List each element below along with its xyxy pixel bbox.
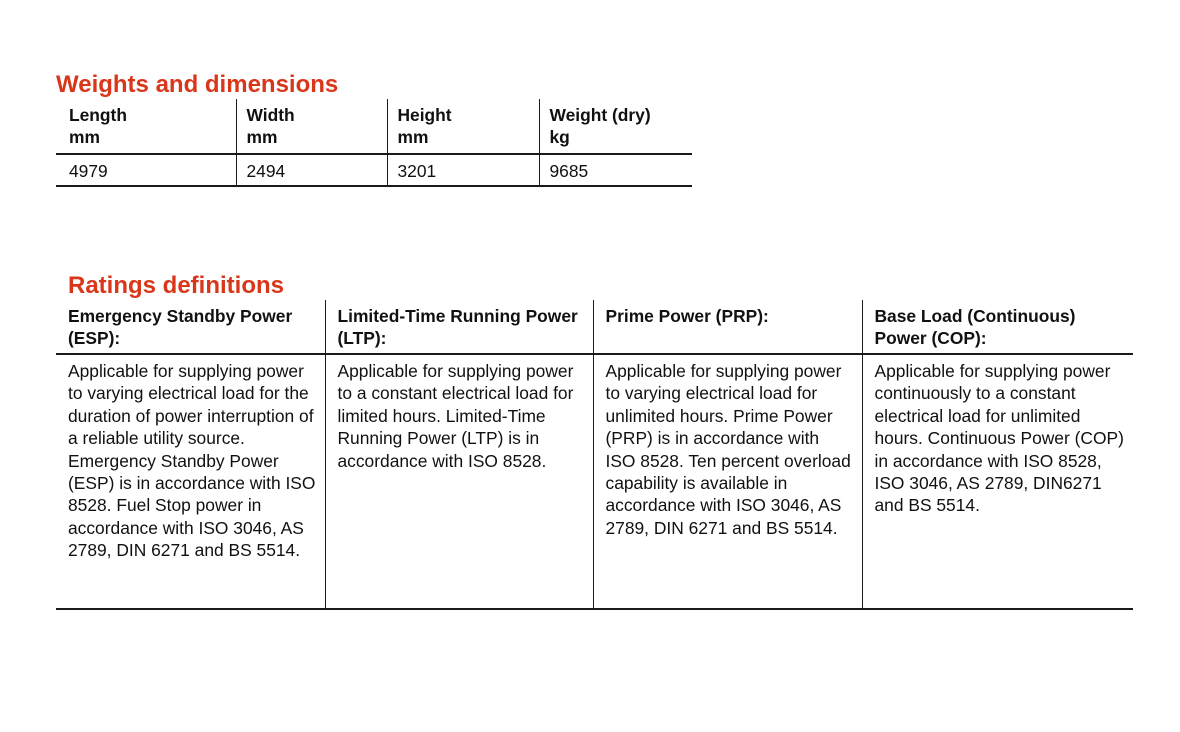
ratings-definitions-table [56, 300, 1133, 610]
column-header-cop: Base Load (Continuous) Power (COP): [862, 300, 1133, 354]
column-header-weight-dry: Weight (dry) kg [539, 99, 692, 154]
height-value: 3201 [387, 154, 539, 186]
weights-dimensions-table [56, 99, 692, 187]
table-row [56, 354, 1133, 609]
width-value: 2494 [236, 154, 387, 186]
table-header-row [56, 300, 1133, 354]
definition-prp: Applicable for supplying power to varying electrical load for unlimited hours. Prime Power (PRP) is in accordance with ISO 8528. Ten percent overload capability is available in accordance with ISO 3046, AS 2789, DIN 6271 and BS 5514. [593, 354, 862, 609]
column-header-width: Width mm [236, 99, 387, 154]
definition-ltp: Applicable for supplying power to a constant electrical load for limited hours. Limited-Time Running Power (LTP) is in accordance with ISO 8528. [325, 354, 593, 609]
definition-esp: Applicable for supplying power to varying electrical load for the duration of power interruption of a reliable utility source. Emergency Standby Power (ESP) is in accordance with ISO 8528. Fuel Stop power in accordance with ISO 3046, AS 2789, DIN 6271 and BS 5514. [56, 354, 325, 609]
column-header-esp: Emergency Standby Power (ESP): [56, 300, 325, 354]
weight-dry-value: 9685 [539, 154, 692, 186]
table-row [56, 154, 692, 186]
column-header-ltp: Limited-Time Running Power (LTP): [325, 300, 593, 354]
column-header-height: Height mm [387, 99, 539, 154]
column-header-length: Length mm [56, 99, 236, 154]
length-value: 4979 [56, 154, 236, 186]
column-header-prp: Prime Power (PRP): [593, 300, 862, 354]
definition-cop: Applicable for supplying power continuously to a constant electrical load for unlimited hours. Continuous Power (COP) in accordance with ISO 8528, ISO 3046, AS 2789, DIN6271 and BS 5514. [862, 354, 1133, 609]
table-header-row [56, 99, 692, 154]
ratings-definitions-title: Ratings definitions [68, 272, 284, 299]
weights-dimensions-title: Weights and dimensions [56, 71, 339, 98]
